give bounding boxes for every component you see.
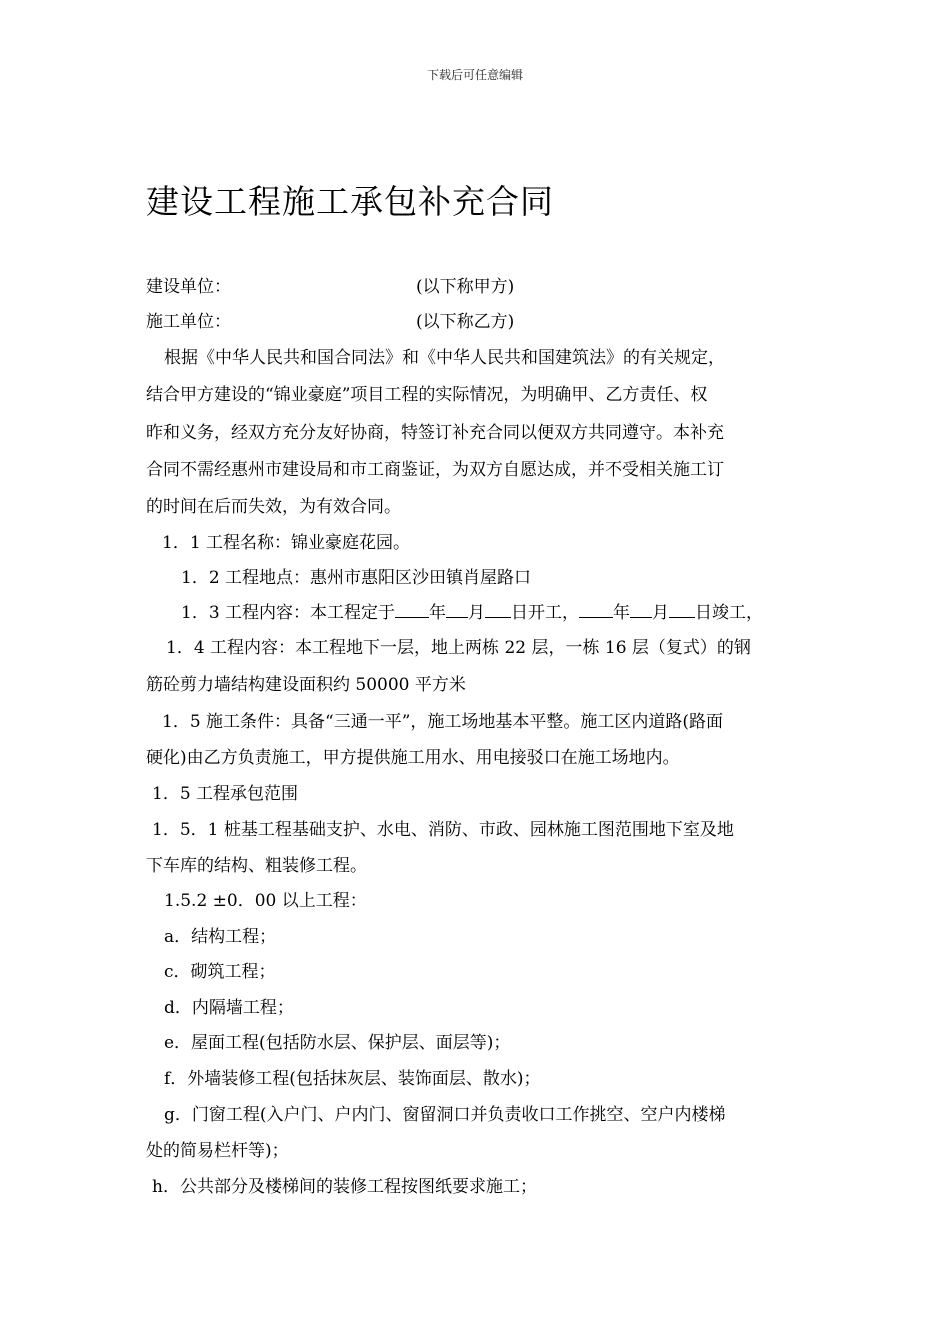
blank-day-start	[485, 602, 511, 618]
item-scope-2: 1.5.2 ±0．00 以上工程：	[164, 891, 367, 911]
blank-year-start	[395, 602, 429, 618]
item-scope-1: 1．5．1 桩基工程基础支护、水电、消防、市政、园林施工图范围地下室及地	[152, 820, 734, 840]
intro-line: 的时间在后而失效，为有效合同。	[146, 497, 401, 517]
schedule-month: 月	[652, 603, 670, 623]
list-item: h．公共部分及楼梯间的装修工程按图纸要求施工；	[152, 1177, 537, 1197]
list-item: 处的简易栏杆等)；	[146, 1141, 289, 1161]
schedule-year: 年	[429, 603, 447, 623]
item-conditions: 硬化)由乙方负责施工，甲方提供施工用水、用电接驳口在施工场地内。	[146, 748, 680, 768]
list-item: f．外墙装修工程(包括抹灰层、装饰面层、散水)；	[164, 1069, 541, 1089]
intro-line: 根据《中华人民共和国合同法》和《中华人民共和国建筑法》的有关规定，	[164, 348, 725, 368]
item-contract-scope: 1．5 工程承包范围	[152, 784, 299, 804]
schedule-start: 日开工，	[511, 603, 580, 623]
intro-line: 昨和义务，经双方充分友好协商，特签订补充合同以便双方共同遵守。本补充	[146, 423, 724, 443]
list-item: c．砌筑工程；	[164, 962, 276, 982]
schedule-month: 月	[468, 603, 486, 623]
item-scope-1: 下车库的结构、粗装修工程。	[146, 856, 367, 876]
blank-month-end	[630, 602, 652, 618]
page-header: 下载后可任意编辑	[426, 68, 523, 82]
list-item: a．结构工程；	[164, 927, 277, 947]
owner-label: 建设单位：	[146, 277, 231, 297]
list-item: d．内隔墙工程；	[164, 998, 294, 1018]
schedule-prefix: 1．3 工程内容：本工程定于	[181, 603, 396, 623]
item-conditions: 1．5 施工条件：具备“三通一平”，施工场地基本平整。施工区内道路(路面	[162, 712, 724, 732]
blank-month-start	[446, 602, 468, 618]
document-title: 建设工程施工承包补充合同	[146, 182, 554, 221]
schedule-end: 日竣工，	[695, 603, 764, 623]
item-scope-desc: 筋砼剪力墙结构建设面积约 50000 平方米	[146, 675, 466, 695]
item-project-name: 1．1 工程名称：锦业豪庭花园。	[162, 533, 411, 553]
blank-year-end	[579, 602, 613, 618]
contractor-line	[146, 311, 515, 333]
item-schedule	[181, 602, 763, 624]
blank-day-end	[669, 602, 695, 618]
intro-line: 合同不需经惠州市建设局和市工商鉴证，为双方自愿达成，并不受相关施工订	[146, 460, 724, 480]
owner-suffix: (以下称甲方)	[416, 277, 515, 297]
schedule-year: 年	[613, 603, 631, 623]
list-item: g．门窗工程(入户门、户内门、窗留洞口并负责收口工作挑空、空户内楼梯	[164, 1105, 726, 1125]
intro-line: 结合甲方建设的“锦业豪庭”项目工程的实际情况，为明确甲、乙方责任、权	[146, 385, 708, 405]
contractor-label: 施工单位：	[146, 312, 231, 332]
item-project-location: 1．2 工程地点：惠州市惠阳区沙田镇肖屋路口	[181, 568, 532, 588]
owner-line	[146, 276, 515, 298]
list-item: e．屋面工程(包括防水层、保护层、面层等)；	[164, 1033, 511, 1053]
item-scope-desc: 1．4 工程内容：本工程地下一层，地上两栋 22 层，一栋 16 层（复式）的钢	[166, 638, 751, 658]
contractor-suffix: (以下称乙方)	[416, 312, 515, 332]
